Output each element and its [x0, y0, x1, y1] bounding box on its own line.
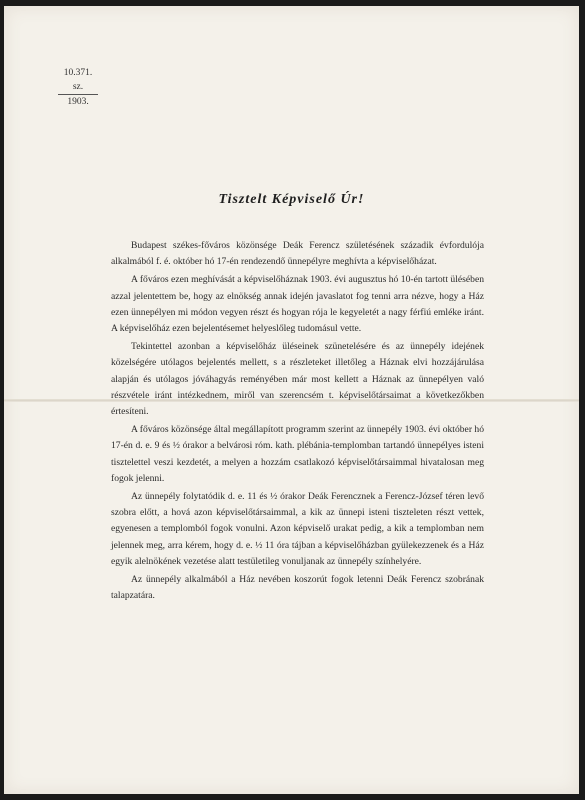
- paragraph: Az ünnepély folytatódik d. e. 11 és ½ órakor Deák Ferencznek a Ferencz-József téren levő szobra előtt, a hová azon képviselőtársaimmal, a kik az ünnepi isteni tiszteleten részt vettek, egyenesen a templomból fogok vonulni. Azon képviselő urakat pedig, a kik a templomban nem jelennek meg, arra kérem, hogy d. e. ½ 11 óra tájban a képviselőházban gyülekezzenek és a Ház egyik alelnökének vezetése alatt testületileg vonuljanak az ünnepély színhelyére.: [111, 491, 484, 567]
- letter-salutation: Tisztelt Képviselő Úr!: [218, 192, 365, 207]
- paragraph: Tekintettel azonban a képviselőház üléseinek szünetelésére és az ünnepély idejének közelségére utólagos bejelentés mellett, s a részleteket illetőleg a Háznak elvi hozzájárulása alapján és utólagos jóváhagyás reményében már most kellett a Háznak az ünnepélyen való részvétele iránt intézkednem, miről van szerencsém t. képviselőtársaimat a következőkben értesíteni.: [111, 341, 484, 418]
- paragraph: Budapest székes-főváros közönsége Deák Ferencz születésének századik évfordulója alkalmából f. é. október hó 17-én rendezendő ünnepélyre meghívta a képviselőházat.: [111, 240, 484, 268]
- letter-body: [111, 238, 484, 606]
- document-page: [4, 6, 579, 794]
- reference-year: 1903.: [67, 97, 89, 107]
- paragraph: A főváros ezen meghívását a képviselőháznak 1903. évi augusztus hó 10-én tartott ülésében azzal jelentettem be, hogy az elnökség annak idején javaslatot fog tenni arra nézve, hogy a Ház ezen ünnepélyen mi módon vegyen részt és hogyan rója le kegyeletét a nagy férfiú emléke iránt. A képviselőház ezen bejelentésemet helyeslőleg tudomásul vette.: [111, 274, 484, 335]
- paragraph: Az ünnepély alkalmából a Ház nevében koszorút fogok letenni Deák Ferencz szobrának talapzatára.: [111, 574, 484, 602]
- paragraph: A főváros közönsége által megállapított programm szerint az ünnepély 1903. évi október hó 17-én d. e. 9 és ½ órakor a belvárosi róm. kath. plébánia-templomban tartandó ünnepélyes isteni tisztelettel veszi kezdetét, a melyen a hozzám csatlakozó képviselőtársaimmal hivatalosan meg fogok jelenni.: [111, 424, 485, 484]
- reference-number: [58, 66, 98, 109]
- reference-id: 10.371. sz.: [58, 66, 98, 95]
